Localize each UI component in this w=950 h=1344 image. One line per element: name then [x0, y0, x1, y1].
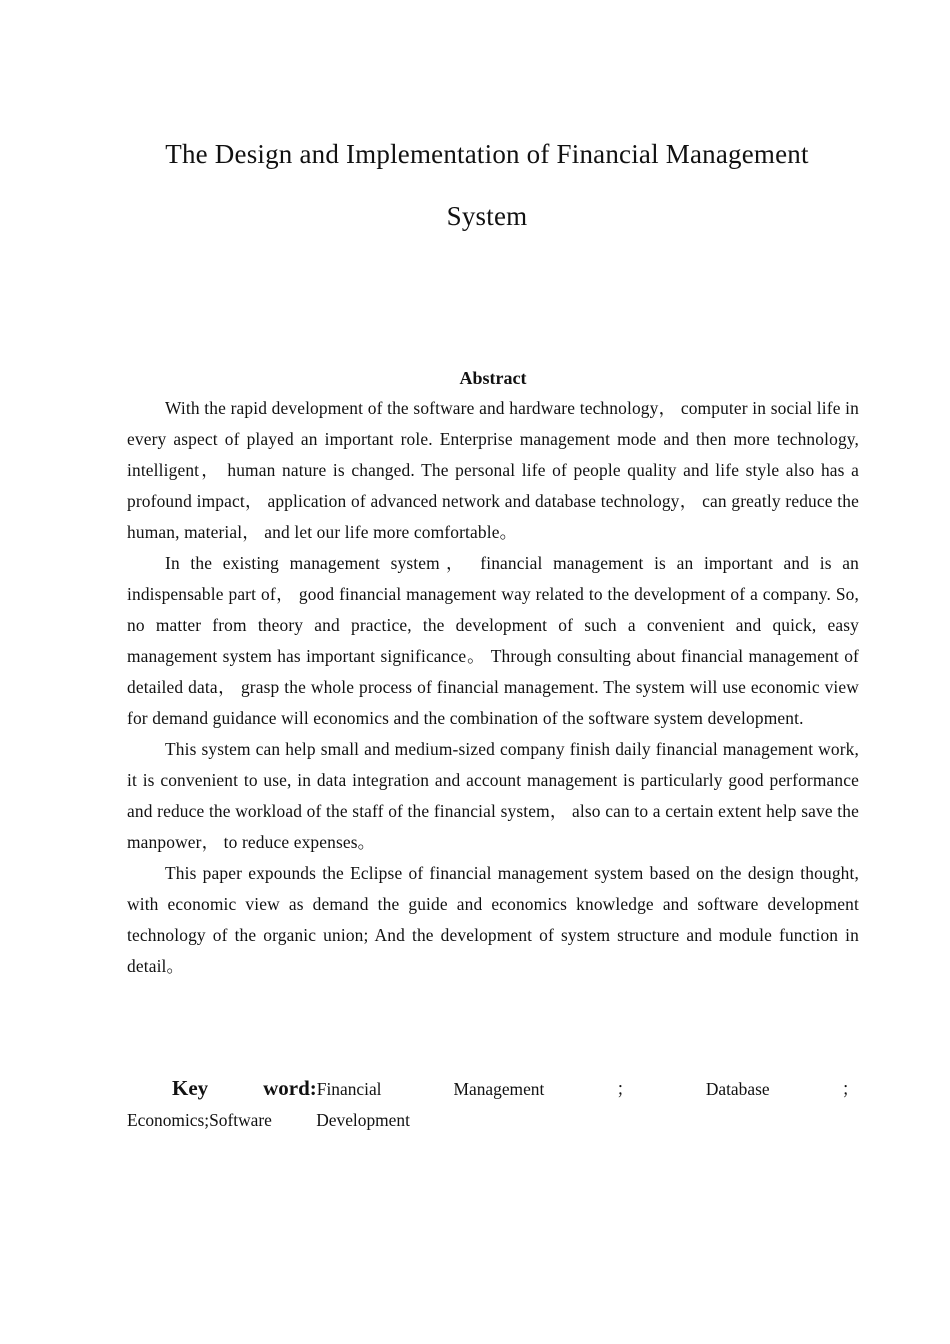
- document-title-line-1: The Design and Implementation of Financial Management: [165, 139, 809, 169]
- abstract-paragraph: This system can help small and medium-sized company finish daily financial management work, it is convenient to use, in data integration and account management is particularly good performance and reduce the workload of the staff of the financial system， also can to a certain extent help save the manpower， to reduce expenses。: [127, 739, 859, 852]
- abstract-paragraph: With the rapid development of the software and hardware technology， computer in social life in every aspect of played an important role. Enterprise management mode and then more technology, intelligent， human nature is changed. The personal life of people quality and life style also has a profound impact， application of advanced network and database technology， can greatly reduce the human, material， and let our life more comfortable。: [127, 398, 859, 542]
- keywords-text: Financial Management ； Database ； Economics;Software Development: [127, 1079, 859, 1130]
- keywords-section: [127, 1073, 859, 1136]
- abstract-paragraph: In the existing management system， financial management is an important and is an indispensable part of， good financial management way related to the development of a company. So, no matter from theory and practice, the development of such a convenient and quick, easy management system has important significance。 Through consulting about financial management of detailed data， grasp the whole process of financial management. The system will use economic view for demand guidance will economics and the combination of the software system development.: [127, 553, 859, 728]
- abstract-heading: Abstract: [459, 368, 527, 388]
- abstract-paragraph: This paper expounds the Eclipse of financial management system based on the design thought, with economic view as demand the guide and economics knowledge and software development technology of the organic union; And the development of system structure and module function in detail。: [127, 863, 859, 976]
- document-title-line-2: System: [446, 201, 528, 231]
- keywords-label: Key word:: [172, 1076, 317, 1100]
- abstract-body: [127, 393, 859, 982]
